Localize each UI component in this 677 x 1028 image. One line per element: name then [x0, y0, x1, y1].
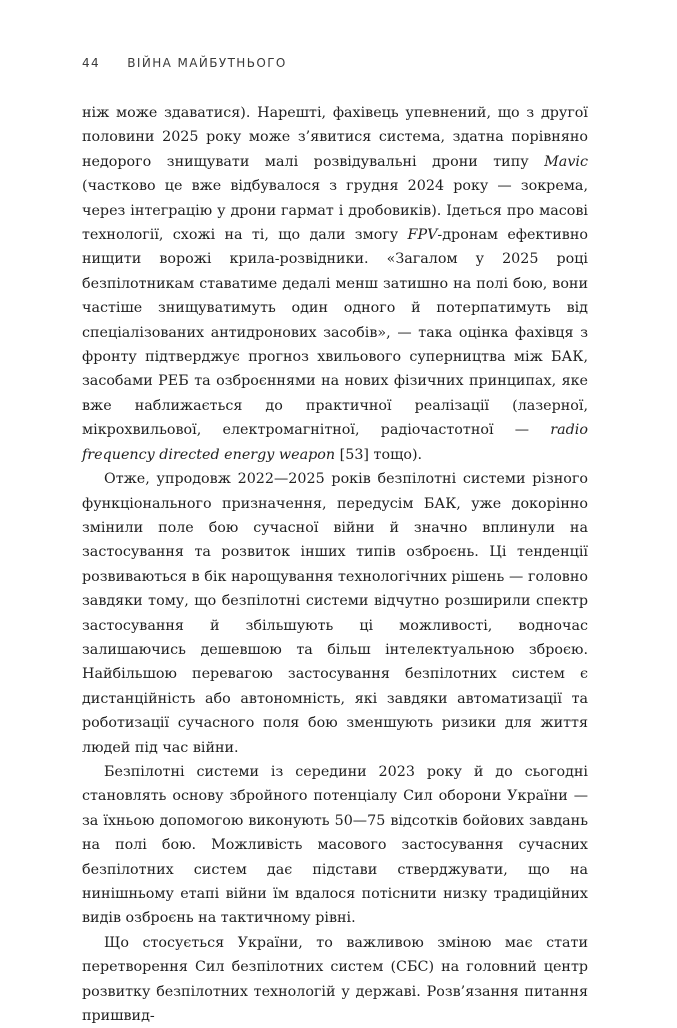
page-number: 44: [82, 56, 101, 70]
paragraph-4: Що стосується України, то важливою зміною має стати перетворення Сил безпілотних систем (СБС) на головний центр розвитку безпілотних технологій у державі. Розв’язання питання пришвид-: [82, 934, 588, 1025]
paragraph-1: [82, 101, 588, 467]
paragraph-1-italic-mavic: Mavic: [544, 153, 588, 170]
paragraph-1-part3: -дронам ефективно нищити ворожі крила-розвідники. «Загалом у 2025 році безпілотникам ставатиме дедалі менш затишно на полі бою, вони частіше знищуватимуть один одного й потерпатимуть від спеціалізованих антидронових засобів», — така оцінка фахівця з фронту підтверджує прогноз хвильового суперництва між БАК, засобами РЕБ та озброєннями на нових фізичних принципах, яке вже наближається до практичної реалізації (лазерної, мікрохвильової, електромагнітної, радіочастотної —: [82, 227, 588, 439]
paragraph-1-part4: [53] тощо).: [335, 446, 423, 463]
running-title: ВІЙНА МАЙБУТНЬОГО: [127, 56, 287, 70]
paragraph-3: Безпілотні системи із середини 2023 року й до сьогодні становлять основу збройного потенціалу Сил оборони України — за їхньою допомогою виконують 50—75 відсотків бойових завдань на полі бою. Можливість масового застосування сучасних безпілотних систем дає підстави стверджувати, що на нинішньому етапі війни їм вдалося потіснити низку традиційних видів озброєнь на тактичному рівні.: [82, 763, 588, 927]
paragraph-1-italic-fpv: FPV: [407, 227, 438, 244]
paragraph-1-part1: ніж може здаватися). Нарешті, фахівець упевнений, що з другої половини 2025 року може з’явитися система, здатна порівняно недорого знищувати малі розвідувальні дрони типу: [82, 105, 588, 170]
body-text: [82, 101, 588, 1028]
paragraph-2: Отже, упродовж 2022—2025 років безпілотні системи різного функціонального призначення, передусім БАК, уже докорінно змінили поле бою сучасної війни й значно вплинули на застосування та розвиток інших типів озброєнь. Ці тенденції розвиваються в бік нарощування технологічних рішень — головно завдяки тому, що безпілотні системи відчутно розширили спектр застосування й збільшують ці можливості, водночас залишаючись дешевшою та більш інтелектуальною зброєю. Найбільшою перевагою застосування безпілотних систем є дистанційність або автономність, які завдяки автоматизації та роботизації сучасного поля бою зменшують ризики для життя людей під час війни.: [82, 471, 588, 756]
paragraph-1-part2: (частково це вже відбувалося з грудня 2024 року — зокрема, через інтеграцію у дрони гармат і дробовиків). Ідеться про масові технології, схожі на ті, що дали змогу: [82, 178, 588, 244]
running-header: [82, 56, 287, 70]
paragraph-1-italic-weapon-term: radio frequency directed energy weapon: [82, 422, 588, 463]
